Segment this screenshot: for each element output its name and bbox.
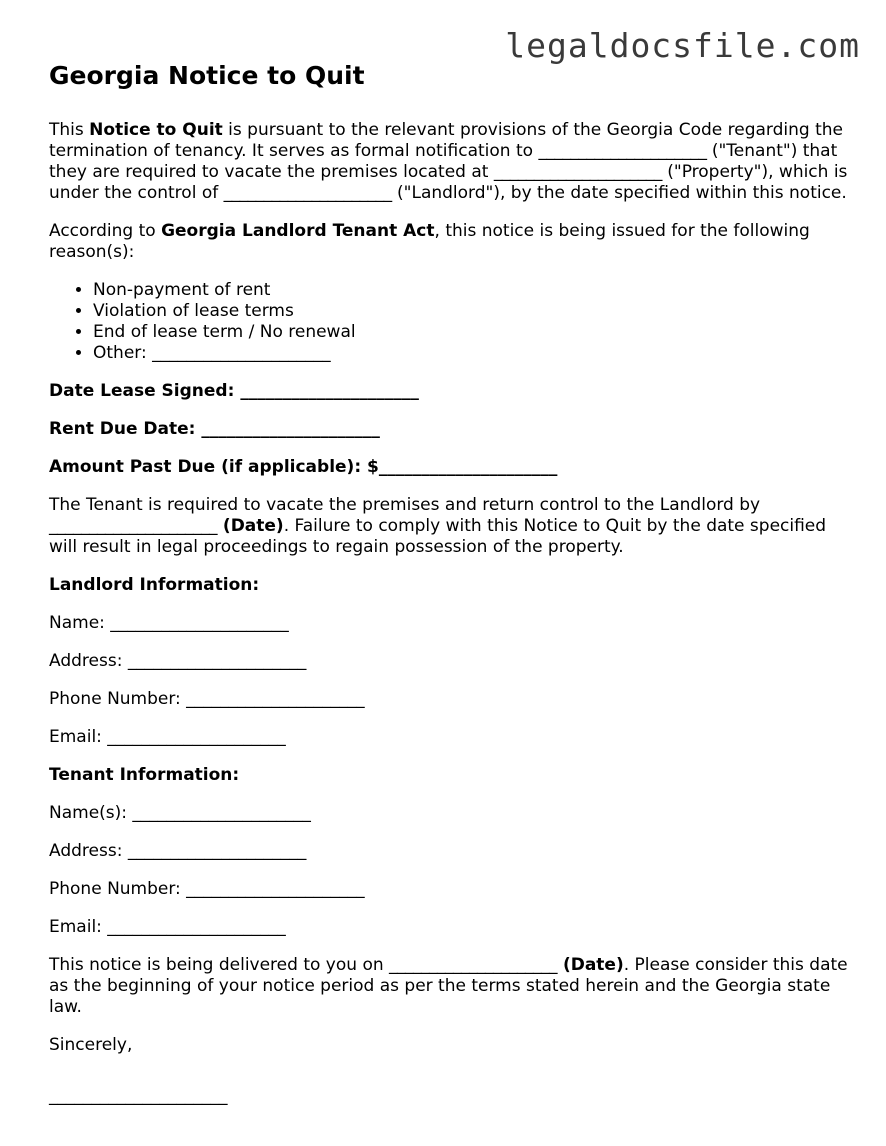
rent-due-date-label: Rent Due Date: _____________________ xyxy=(49,419,380,439)
tenant-phone-field[interactable]: Phone Number: _____________________ xyxy=(49,879,365,899)
tenant-name-field[interactable]: Name(s): _____________________ xyxy=(49,803,311,823)
tenant-heading: Tenant Information: xyxy=(49,765,240,785)
landlord-phone-field[interactable]: Phone Number: _____________________ xyxy=(49,689,365,709)
amount-past-due-field[interactable] xyxy=(49,457,849,478)
page-title: Georgia Notice to Quit xyxy=(49,61,365,90)
watermark: legaldocsfile.com xyxy=(505,26,860,65)
intro-text-2: is pursuant to the relevant provisions of the Georgia Code regarding the termination of tenancy. It serves as formal notification to xyxy=(49,120,844,161)
intro-text-3: ("Tenant") that they are required to vacate the premises located at xyxy=(49,141,838,182)
vacate-date-label: (Date) xyxy=(217,516,284,536)
vacate-text-2: . Failure to comply with this Notice to Quit by the date specified will result in legal proceedings to regain possession of the property. xyxy=(49,516,827,557)
reason-text-1: According to xyxy=(49,221,162,241)
delivery-date-blank[interactable]: _____________________ xyxy=(389,955,558,975)
intro-bold: Notice to Quit xyxy=(89,120,223,140)
list-item: • Violation of lease terms xyxy=(93,301,849,322)
intro-text-1: This xyxy=(49,120,90,140)
landlord-address-field[interactable]: Address: _____________________ xyxy=(49,651,307,671)
amount-past-due-label: Amount Past Due (if applicable): $_____________________ xyxy=(49,457,558,477)
property-blank[interactable]: _____________________ xyxy=(493,162,662,182)
delivery-text-1: This notice is being delivered to you on xyxy=(49,955,390,975)
landlord-blank[interactable]: _____________________ xyxy=(223,183,392,203)
vacate-paragraph xyxy=(49,495,849,558)
delivery-date-label: (Date) xyxy=(557,955,624,975)
tenant-blank[interactable]: _____________________ xyxy=(538,141,707,161)
list-item: • End of lease term / No renewal xyxy=(93,322,849,343)
tenant-email-field[interactable]: Email: _____________________ xyxy=(49,917,286,937)
landlord-email-field[interactable]: Email: _____________________ xyxy=(49,727,286,747)
date-lease-signed-field[interactable] xyxy=(49,381,849,402)
closing: Sincerely, xyxy=(49,1035,133,1055)
signature-line[interactable]: _____________________ xyxy=(49,1086,228,1106)
rent-due-date-field[interactable] xyxy=(49,419,849,440)
landlord-heading: Landlord Information: xyxy=(49,575,260,595)
intro-text-5: ("Landlord"), by the date specified within this notice. xyxy=(391,183,847,203)
reason-bold: Georgia Landlord Tenant Act xyxy=(161,221,435,241)
vacate-date-blank[interactable]: _____________________ xyxy=(49,516,217,536)
delivery-text-2: . Please consider this date as the beginning of your notice period as per the terms stated herein and the Georgia state law. xyxy=(49,955,848,1017)
reason-list xyxy=(49,280,849,364)
document-body xyxy=(49,60,849,1124)
reason-paragraph xyxy=(49,221,849,263)
vacate-text-1: The Tenant is required to vacate the premises and return control to the Landlord by xyxy=(49,495,761,515)
date-lease-signed-label: Date Lease Signed: _____________________ xyxy=(49,381,419,401)
list-item: • Non-payment of rent xyxy=(93,280,849,301)
delivery-paragraph xyxy=(49,955,849,1018)
landlord-name-field[interactable]: Name: _____________________ xyxy=(49,613,289,633)
reason-text-2: , this notice is being issued for the following reason(s): xyxy=(49,221,810,262)
intro-text-4: ("Property"), which is under the control of xyxy=(49,162,848,203)
intro-paragraph xyxy=(49,120,849,204)
list-item: • Other: _____________________ xyxy=(93,343,849,364)
tenant-address-field[interactable]: Address: _____________________ xyxy=(49,841,307,861)
